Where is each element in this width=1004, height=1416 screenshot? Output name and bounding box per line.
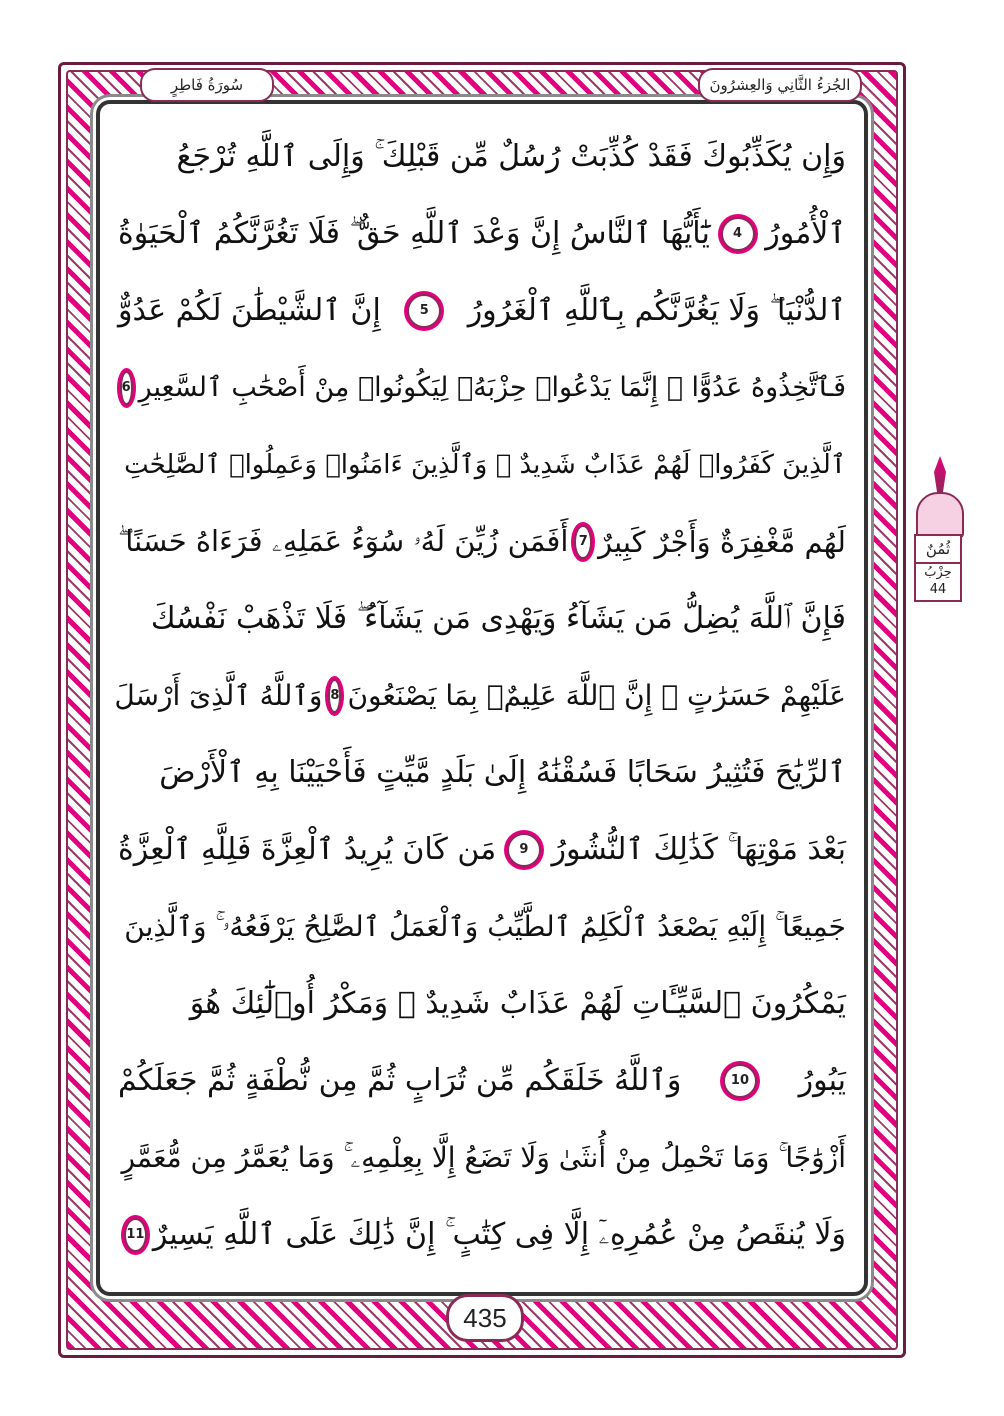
- verse-text: ٱلَّذِينَ كَفَرُوا۟ لَهُمْ عَذَابٌ شَدِيدٌ ۖ وَٱلَّذِينَ ءَامَنُوا۟ وَعَمِلُوا۟ ٱلصَّٰلِحَٰتِ: [124, 449, 846, 480]
- text-line: [114, 657, 846, 734]
- ayah-number-marker: 7: [574, 525, 592, 559]
- verse-text: مَن كَانَ يُرِيدُ ٱلْعِزَّةَ فَلِلَّهِ ٱلْعِزَّةُ: [118, 832, 497, 867]
- verse-text: ٱلدُّنْيَا ۖ وَلَا يَغُرَّنَّكُم بِٱللَّهِ ٱلْغَرُورُ: [467, 293, 846, 328]
- ayah-number-marker: 8: [328, 679, 341, 713]
- page-number: 435: [446, 1294, 524, 1342]
- hizb-dome-ornament: [916, 492, 964, 538]
- verse-text: ٱلْأُمُورُ: [765, 216, 846, 251]
- text-line: [118, 118, 846, 195]
- quran-text-block: [114, 118, 846, 1273]
- hizb-spire-ornament: [934, 456, 946, 496]
- verse-text: وَٱللَّهُ خَلَقَكُم مِّن تُرَابٍ ثُمَّ مِن نُّطْفَةٍ ثُمَّ جَعَلَكُمْ: [118, 1063, 682, 1098]
- verse-text: إِنَّ ٱلشَّيْطَٰنَ لَكُمْ عَدُوٌّ: [118, 293, 381, 328]
- verse-text: ٱلرِّيَٰحَ فَتُثِيرُ سَحَابًا فَسُقْنَٰهُ إِلَىٰ بَلَدٍ مَّيِّتٍ فَأَحْيَيْنَا بِهِ ٱلْأَرْضَ: [159, 755, 846, 790]
- text-line: [118, 349, 846, 426]
- verse-text: بَعْدَ مَوْتِهَا ۚ كَذَٰلِكَ ٱلنُّشُورُ: [551, 832, 846, 867]
- hizb-word: حِزْبُ: [924, 565, 952, 580]
- ayah-number-marker: 4: [721, 217, 755, 251]
- text-line: [118, 811, 846, 888]
- verse-text: أَفَمَن زُيِّنَ لَهُۥ سُوٓءُ عَمَلِهِۦ فَرَءَاهُ حَسَنًا ۖ: [118, 524, 569, 558]
- text-line: [118, 965, 846, 1042]
- ayah-number-marker: 10: [723, 1064, 757, 1098]
- verse-text: يَٰٓأَيُّهَا ٱلنَّاسُ إِنَّ وَعْدَ ٱللَّهِ حَقٌّ ۖ فَلَا تَغُرَّنَّكُمُ ٱلْحَيَوٰةُ: [118, 216, 710, 251]
- text-line: [118, 426, 846, 503]
- text-line: [118, 1042, 846, 1119]
- verse-text: فَإِنَّ ٱللَّهَ يُضِلُّ مَن يَشَآءُ وَيَهْدِى مَن يَشَآءُ ۖ فَلَا تَذْهَبْ نَفْسُكَ: [150, 601, 846, 636]
- verse-text: لَهُم مَّغْفِرَةٌ وَأَجْرٌ كَبِيرٌ: [598, 524, 846, 559]
- verse-text: عَلَيْهِمْ حَسَرَٰتٍ ۚ إِنَّ ٱللَّهَ عَلِيمٌۢ بِمَا يَصْنَعُونَ: [347, 679, 846, 712]
- verse-text: وَٱللَّهُ ٱلَّذِىٓ أَرْسَلَ: [114, 679, 323, 712]
- hizb-label-box: [914, 534, 962, 602]
- text-line: [118, 580, 846, 657]
- text-line: [118, 1196, 846, 1273]
- hizb-number: 44: [929, 582, 947, 597]
- text-line: [118, 888, 846, 965]
- text-line: [118, 1119, 846, 1196]
- text-line: [118, 272, 846, 349]
- ayah-number-marker: 5: [407, 294, 441, 328]
- verse-text: جَمِيعًا ۚ إِلَيْهِ يَصْعَدُ ٱلْكَلِمُ ٱلطَّيِّبُ وَٱلْعَمَلُ ٱلصَّٰلِحُ يَرْفَعُهُۥ ۚ وَٱلَّذِينَ: [124, 909, 846, 943]
- verse-text: وَلَا يُنقَصُ مِنْ عُمُرِهِۦٓ إِلَّا فِى كِتَٰبٍ ۚ إِنَّ ذَٰلِكَ عَلَى ٱللَّهِ يَسِيرٌ: [152, 1217, 846, 1252]
- text-line: [118, 503, 846, 580]
- verse-text: وَإِن يُكَذِّبُوكَ فَقَدْ كُذِّبَتْ رُسُلٌ مِّن قَبْلِكَ ۚ وَإِلَى ٱللَّهِ تُرْجَعُ: [176, 139, 846, 174]
- surah-title: سُورَةُ فَاطِرٍ: [140, 68, 274, 102]
- ayah-number-marker: 9: [507, 833, 541, 867]
- verse-text: فَٱتَّخِذُوهُ عَدُوًّا ۚ إِنَّمَا يَدْعُوا۟ حِزْبَهُۥ لِيَكُونُوا۟ مِنْ أَصْحَٰبِ ٱلسَّعِيرِ: [138, 372, 846, 403]
- hizb-marker: [914, 456, 966, 602]
- verse-text: يَمْكُرُونَ ٱلسَّيِّـَٔاتِ لَهُمْ عَذَابٌ شَدِيدٌ ۖ وَمَكْرُ أُو۟لَٰٓئِكَ هُوَ: [189, 986, 846, 1021]
- ayah-number-marker: 6: [120, 371, 133, 405]
- verse-text: أَزْوَٰجًا ۚ وَمَا تَحْمِلُ مِنْ أُنثَىٰ وَلَا تَضَعُ إِلَّا بِعِلْمِهِۦ ۚ وَمَا يُعَمَّرُ مِن مُّعَمَّرٍ: [121, 1140, 846, 1174]
- verse-text: يَبُورُ: [798, 1063, 846, 1098]
- ayah-number-marker: 11: [124, 1218, 147, 1252]
- hizb-quarter-label: ثُمُنٌ: [916, 536, 960, 564]
- text-line: [118, 734, 846, 811]
- juz-title: الجُزءُ الثَّانِي وَالعِشرُونَ: [698, 68, 862, 102]
- text-line: [118, 195, 846, 272]
